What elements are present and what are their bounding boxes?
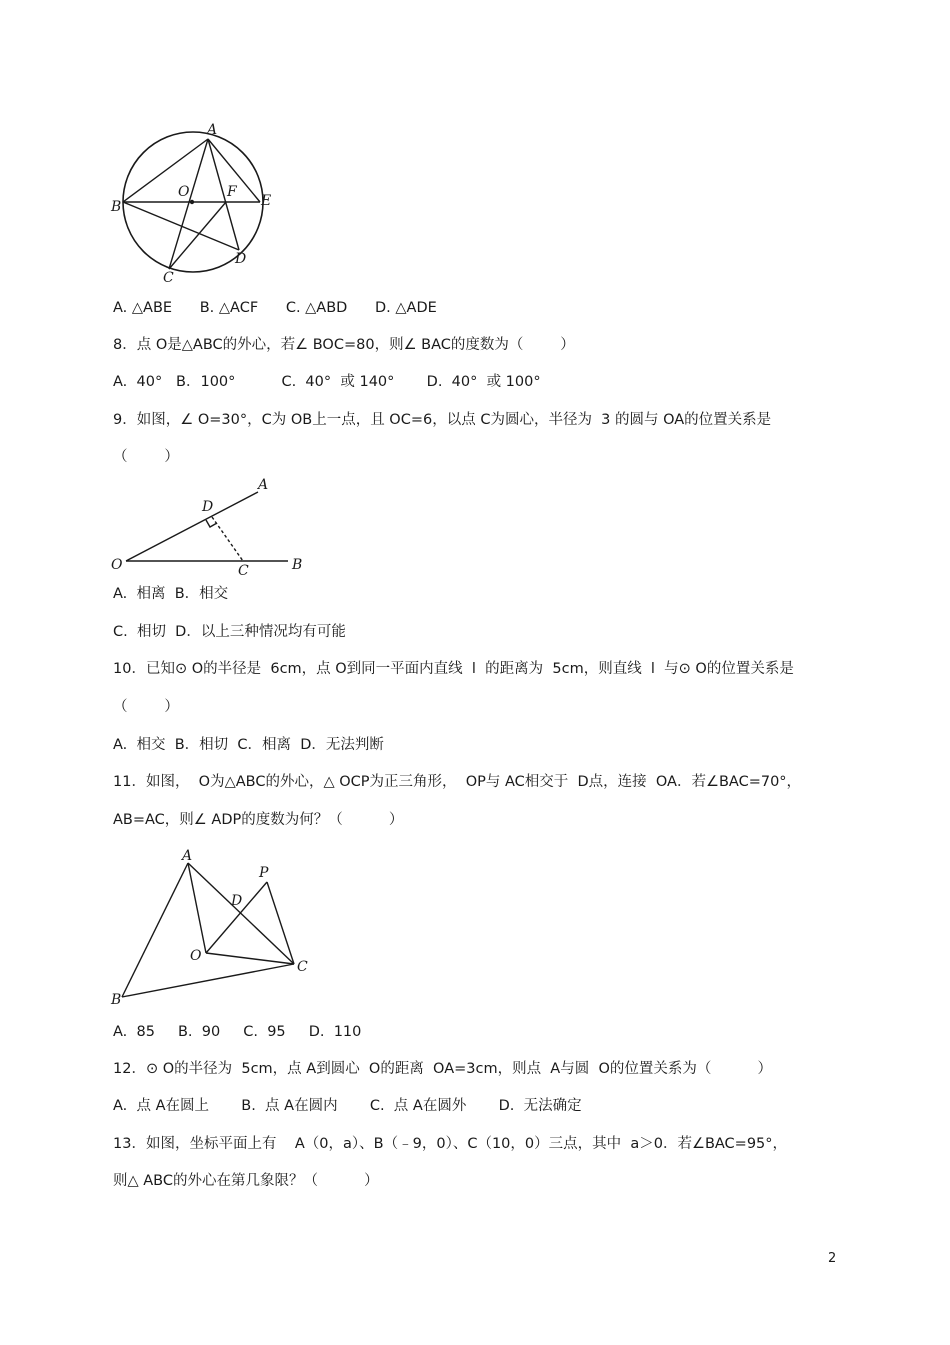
label-p: P — [259, 865, 269, 881]
angle-figure — [108, 472, 318, 576]
label-a: A — [258, 477, 269, 493]
label-c: C — [238, 563, 249, 576]
label-o: O — [190, 948, 202, 964]
label-c: C — [163, 270, 174, 285]
triangle-figure — [108, 843, 318, 1008]
q11-stem-cont: AB=AC，则∠ ADP的度数为何？（ ） — [113, 812, 404, 828]
label-d: D — [202, 499, 214, 515]
q13-stem: 13．如图，坐标平面上有 A（0，a）、B（﹣9，0）、C（10，0）三点，其中 a＞0．若∠BAC=95°， — [113, 1136, 788, 1152]
q12-stem: 12．⊙ O的半径为 5cm，点 A到圆心 O的距离 OA=3cm，则点 A与圆 O的位置关系为（ ） — [113, 1061, 772, 1077]
label-d: D — [231, 893, 243, 909]
label-c: C — [297, 959, 308, 975]
label-f: F — [227, 184, 237, 200]
q12-options: A. 点 A在圆上 B. 点 A在圆内 C. 点 A在圆外 D. 无法确定 — [113, 1098, 582, 1114]
label-a: A — [207, 122, 218, 138]
q11-stem: 11．如图， O为△ABC的外心，△ OCP为正三角形， OP与 AC相交于 D点，连接 OA．若∠BAC=70°， — [113, 774, 802, 790]
label-b: B — [111, 992, 122, 1008]
label-b: B — [292, 557, 303, 573]
label-d: D — [235, 251, 247, 267]
label-e: E — [261, 193, 272, 209]
q8-options: A. 40° B．100° C. 40° 或 140° D. 40° 或 100° — [113, 374, 541, 390]
q10-stem-cont: （ ） — [113, 699, 179, 715]
q10-options: A. 相交 B．相切 C．相离 D．无法判断 — [113, 737, 384, 753]
label-b: B — [111, 199, 122, 215]
label-o: O — [111, 557, 123, 573]
circle-figure — [108, 120, 288, 285]
q13-stem-cont: 则△ ABC的外心在第几象限？（ ） — [113, 1173, 379, 1189]
page-number: 2 — [828, 1251, 837, 1266]
q7-options: A. △ABE B. △ACF C. △ABD D. △ADE — [113, 300, 437, 316]
q9-options-1: A. 相离 B．相交 — [113, 586, 229, 602]
label-a: A — [182, 848, 193, 864]
q8-stem: 8．点 O是△ABC的外心，若∠ BOC=80，则∠ BAC的度数为（ ） — [113, 337, 575, 353]
q9-options-2: C. 相切 D．以上三种情况均有可能 — [113, 624, 346, 640]
label-o: O — [178, 184, 190, 200]
q11-options: A. 85 B. 90 C. 95 D. 110 — [113, 1024, 362, 1040]
q9-stem: 9．如图，∠ O=30°，C为 OB上一点，且 OC=6，以点 C为圆心，半径为 3 的圆与 OA的位置关系是 — [113, 412, 772, 428]
q9-stem-cont: （ ） — [113, 449, 179, 465]
q10-stem: 10．已知⊙ O的半径是 6cm，点 O到同一平面内直线 l 的距离为 5cm，则直线 l 与⊙ O的位置关系是 — [113, 661, 794, 677]
